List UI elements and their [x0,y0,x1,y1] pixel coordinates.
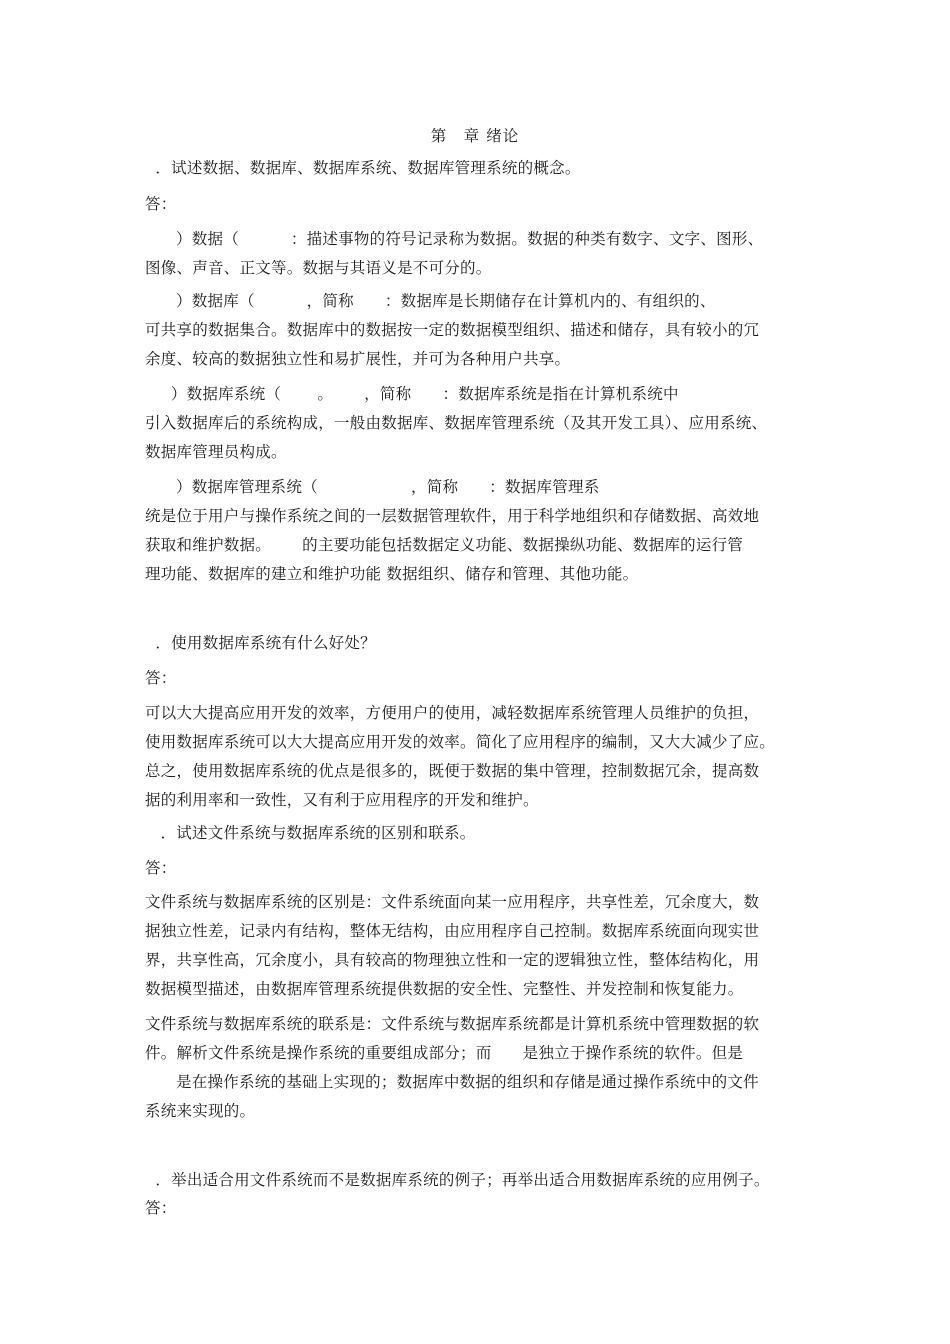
answer-1-dbms-line-3: 获取和维护数据。 的主要功能包括数据定义功能、数据操纵功能、数据库的运行管 [145,536,744,554]
question-2: ．使用数据库系统有什么好处？ [145,634,376,652]
answer-label-2: 答： [145,669,177,687]
answer-1-dbs-line-3: 数据库管理员构成。 [145,443,287,461]
answer-1-dbms-line-1: ）数据库管理系统（ ，简称 ：数据库管理系 [145,478,600,496]
question-4: ．举出适合用文件系统而不是数据库系统的例子；再举出适合用数据库系统的应用例子。 [145,1171,770,1189]
answer-2-line-4: 据的利用率和一致性，又有利于应用程序的开发和维护。 [145,791,539,809]
answer-2-line-3: 总之，使用数据库系统的优点是很多的，既便于数据的集中管理，控制数据冗余，提高数 [145,762,760,780]
answer-1-db-line-3: 余度、较高的数据独立性和易扩展性，并可为各种用户共享。 [145,350,571,368]
answer-2-line-1: 可以大大提高应用开发的效率，方便用户的使用，减轻数据库系统管理人员维护的负担， [145,704,760,722]
answer-3-line-3: 界，共享性高，冗余度小，具有较高的物理独立性和一定的逻辑独立性，整体结构化，用 [145,951,760,969]
answer-3-line-7: 是在操作系统的基础上实现的；数据库中数据的组织和存储是通过操作系统中的文件 [145,1073,759,1091]
answer-1-data-line-2: 图像、声音、正文等。数据与其语义是不可分的。 [145,259,492,277]
answer-label-3: 答： [145,859,177,877]
answer-3-line-4: 数据模型描述，由数据库管理系统提供数据的安全性、完整性、并发控制和恢复能力。 [145,980,744,998]
answer-1-dbms-line-2: 统是位于用户与操作系统之间的一层数据管理软件，用于科学地组织和存储数据、高效地 [145,507,760,525]
answer-1-db-line-1: ）数据库（ ，简称 ：数据库是长期储存在计算机内的、有组织的、 [145,292,716,310]
answer-1-db-line-2: 可共享的数据集合。数据库中的数据按一定的数据模型组织、描述和储存，具有较小的冗 [145,321,760,339]
answer-1-dbms-line-4: 理功能、数据库的建立和维护功能 数据组织、储存和管理、其他功能。 [145,565,639,583]
answer-3-line-6: 件。解析文件系统是操作系统的重要组成部分；而 是独立于操作系统的软件。但是 [145,1044,744,1062]
question-1: ．试述数据、数据库、数据库系统、数据库管理系统的概念。 [145,159,581,177]
answer-3-line-1: 文件系统与数据库系统的区别是：文件系统面向某一应用程序，共享性差，冗余度大，数 [145,893,760,911]
answer-1-data-line-1: ）数据（ ：描述事物的符号记录称为数据。数据的种类有数字、文字、图形、 [145,230,764,248]
question-3: ．试述文件系统与数据库系统的区别和联系。 [145,824,476,842]
answer-1-dbs-line-2: 引入数据库后的系统构成，一般由数据库、数据库管理系统（及其开发工具）、应用系统、 [145,414,768,432]
answer-label-4: 答： [145,1199,177,1217]
answer-label-1: 答： [145,195,177,213]
chapter-title: 第 章 绪论 [430,127,520,145]
answer-2-line-2: 使用数据库系统可以大大提高应用开发的效率。简化了应用程序的编制，又大大减少了应。 [145,733,776,751]
answer-1-dbs-line-1: ）数据库系统（ 。 ，简称 ：数据库系统是指在计算机系统中 [145,385,679,403]
answer-3-line-8: 系统来实现的。 [145,1102,256,1120]
answer-3-line-2: 据独立性差，记录内有结构，整体无结构，由应用程序自己控制。数据库系统面向现实世 [145,922,760,940]
answer-3-line-5: 文件系统与数据库系统的联系是：文件系统与数据库系统都是计算机系统中管理数据的软 [145,1015,760,1033]
